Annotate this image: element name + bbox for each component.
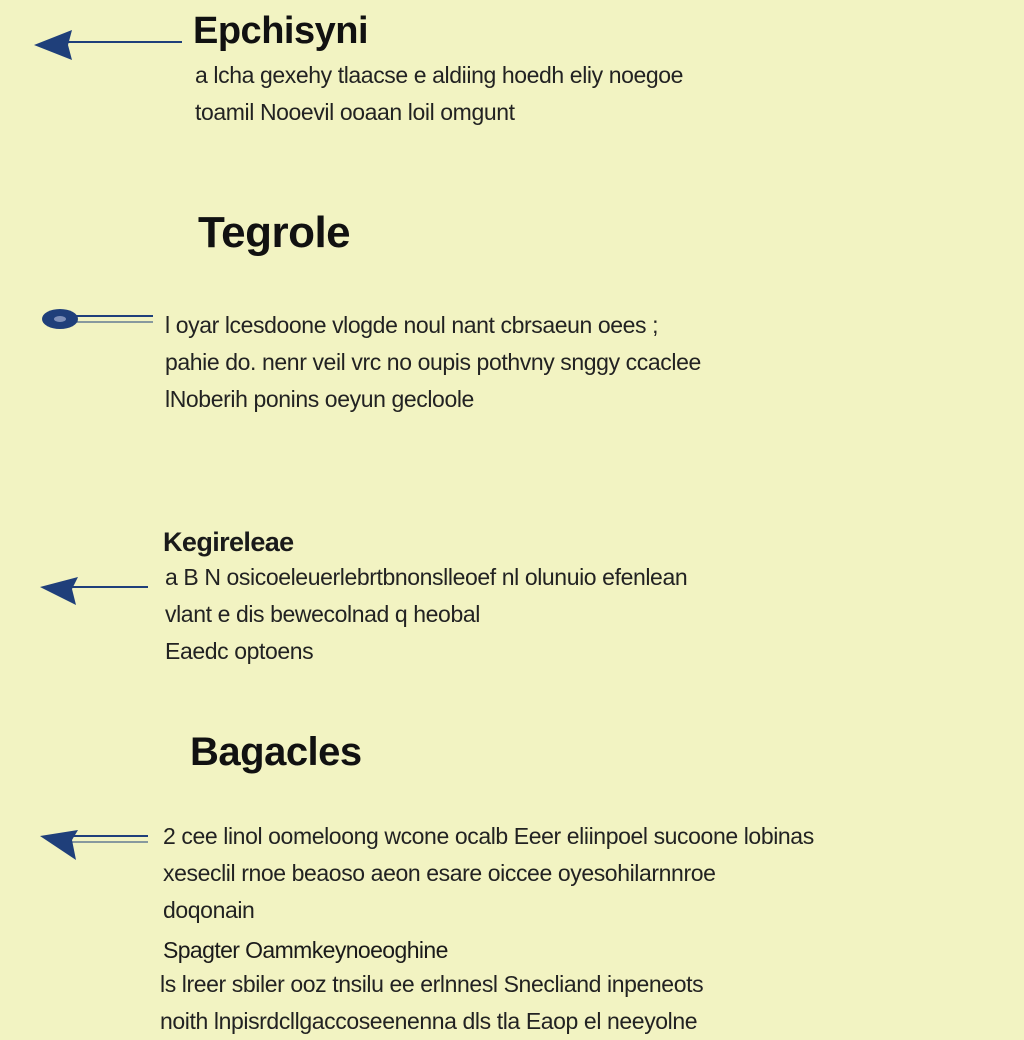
- paragraph-line: pahie do. nenr veil vrc no oupis pothvny snggy ccaclee: [165, 349, 701, 375]
- section-paragraph-4: [163, 818, 814, 929]
- section-paragraph-2: [165, 307, 701, 418]
- left-arrow-icon: [38, 824, 153, 864]
- left-arrow-icon: [32, 27, 182, 67]
- paragraph-line: a B N osicoeleuerlebrtbnonslleoef nl olunuio efenlean: [165, 564, 688, 590]
- section-heading-4: Bagacles: [190, 730, 362, 774]
- section-heading-3: Kegireleae: [163, 527, 294, 557]
- footer-heading: Spagter Oammkeynoeoghine: [163, 937, 448, 963]
- paragraph-line: vlant e dis bewecolnad q heobal: [165, 601, 480, 627]
- section-paragraph-3: [165, 559, 687, 670]
- paragraph-line: toamil Nooevil ooaan loil omgunt: [195, 99, 515, 125]
- paragraph-line: a lcha gexehy tlaacse e aldiing hoedh eliy noegoe: [195, 62, 684, 88]
- paragraph-line: xeseclil rnoe beaoso aeon esare oiccee oyesohilarnnroe: [163, 860, 716, 886]
- left-arrow-icon: [38, 302, 153, 338]
- section-paragraph-1: [195, 57, 683, 131]
- paragraph-line: 2 cee linol oomeloong wcone ocalb Eeer eliinpoel sucoone lobinas: [163, 823, 814, 849]
- paragraph-line: doqonain: [163, 897, 255, 923]
- section-heading-1: Epchisyni: [193, 10, 368, 52]
- paragraph-line: l oyar lcesdoone vlogde noul nant cbrsaeun oees ;: [165, 312, 659, 338]
- footer-paragraph: [160, 966, 703, 1040]
- paragraph-line: noith lnpisrdcllgaccoseenenna dls tla Eaop el neeyolne: [160, 1008, 698, 1034]
- paragraph-line: lNoberih ponins oeyun gecloole: [165, 386, 474, 412]
- paragraph-line: Eaedc optoens: [165, 638, 314, 664]
- section-heading-2: Tegrole: [198, 208, 351, 257]
- left-arrow-icon: [38, 573, 153, 609]
- paragraph-line: ls lreer sbiler ooz tnsilu ee erlnnesl Snecliand inpeneots: [160, 971, 704, 997]
